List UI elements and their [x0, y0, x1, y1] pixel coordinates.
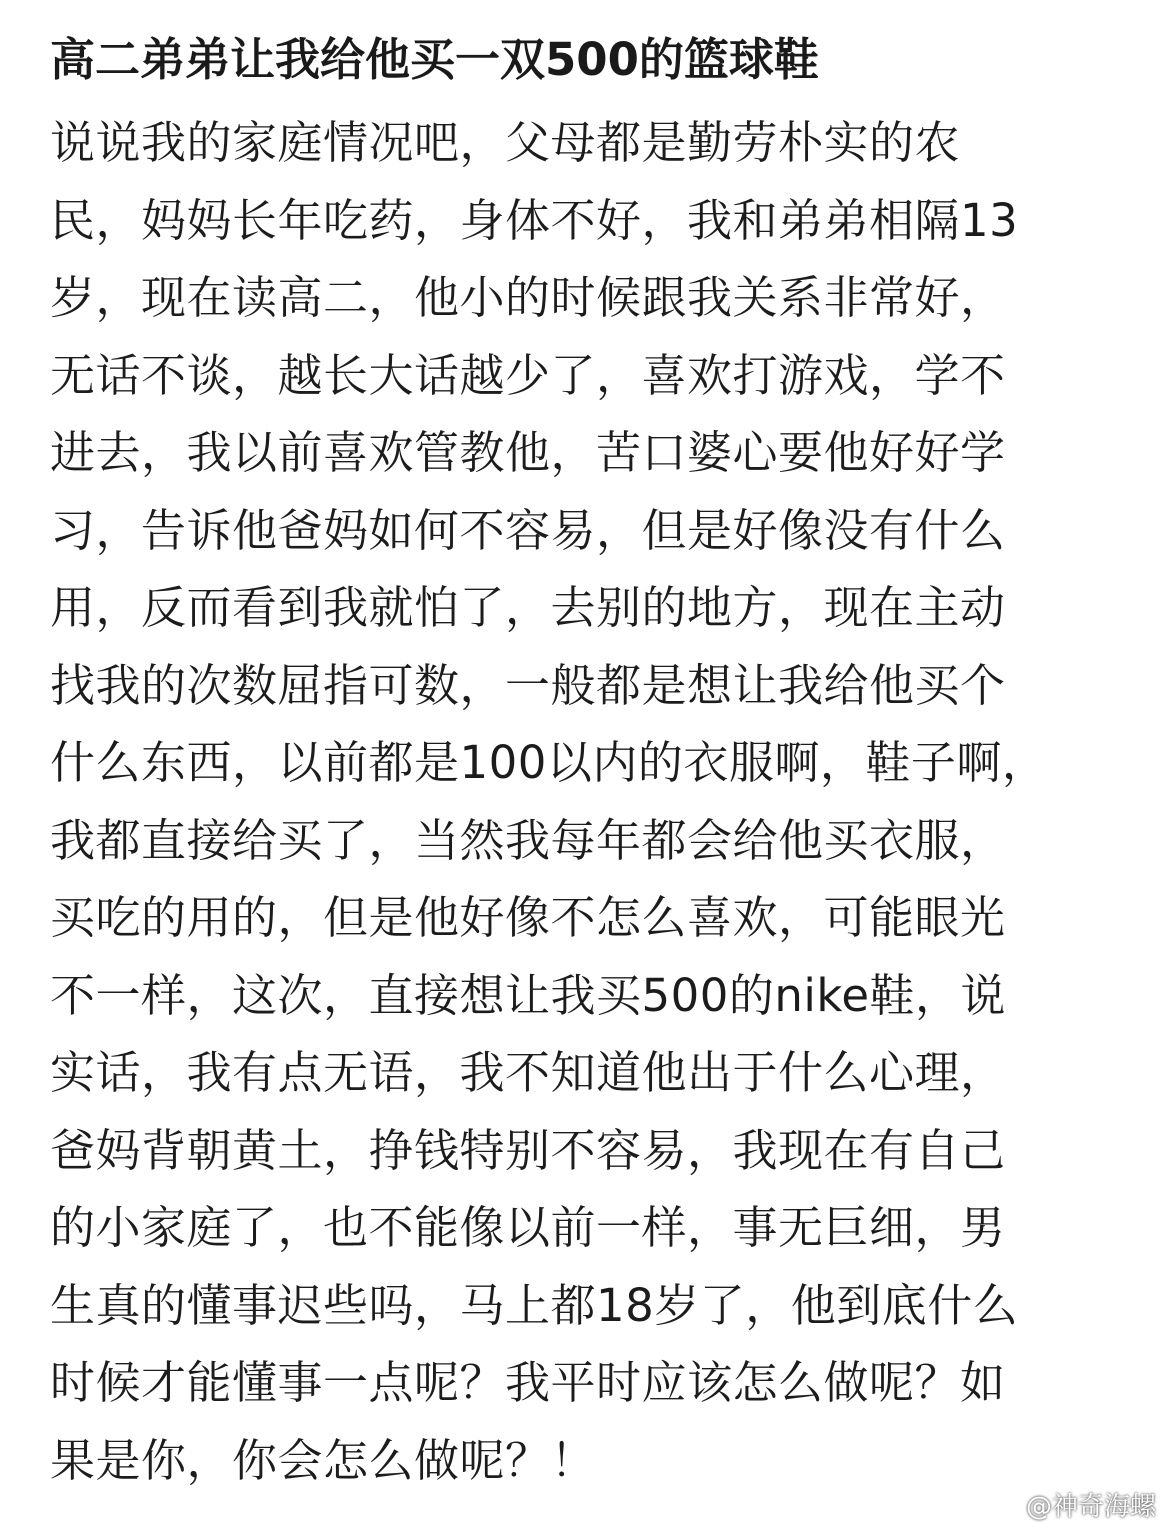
body-line: 爸妈背朝黄土，挣钱特别不容易，我现在有自己: [50, 1123, 1006, 1177]
body-line: 我都直接给买了，当然我每年都会给他买衣服，: [50, 813, 1006, 867]
body-line: 买吃的用的，但是他好像不怎么喜欢，可能眼光: [50, 891, 1006, 944]
body-line: 进去，我以前喜欢管教他，苦口婆心要他好好学: [50, 426, 1006, 479]
body-line: 习，告诉他爸妈如何不容易，但是好像没有什么: [50, 503, 1006, 557]
post: [50, 0, 1130, 1499]
weibo-icon: [980, 1485, 1020, 1524]
post-title: 高二弟弟让我给他买一双500的篮球鞋: [50, 33, 819, 86]
body-line: 说说我的家庭情况吧，父母都是勤劳朴实的农: [50, 116, 961, 169]
post-body: [50, 104, 1130, 1499]
body-line: 生真的懂事迟些吗，马上都18岁了，他到底什么: [50, 1278, 1019, 1332]
body-line: 什么东西，以前都是100以内的衣服啊，鞋子啊，: [50, 736, 1048, 789]
body-line: 时候才能懂事一点呢？我平时应该怎么做呢？如: [50, 1356, 1006, 1409]
body-line: 找我的次数屈指可数，一般都是想让我给他买个: [50, 658, 1006, 712]
watermark-text: @神奇海螺: [1025, 1492, 1156, 1522]
body-line: 果是你，你会怎么做呢？！: [50, 1433, 597, 1487]
body-line: 的小家庭了，也不能像以前一样，事无巨细，男: [50, 1201, 1006, 1254]
body-line: 用，反而看到我就怕了，去别的地方，现在主动: [50, 581, 1006, 634]
body-line: 不一样，这次，直接想让我买500的nike鞋，说: [50, 968, 1007, 1022]
body-line: 实话，我有点无语，我不知道他出于什么心理，: [50, 1046, 1006, 1099]
body-line: 岁，现在读高二，他小的时候跟我关系非常好，: [50, 271, 1006, 324]
watermark: [980, 1485, 1156, 1524]
body-line: 民，妈妈长年吃药，身体不好，我和弟弟相隔13: [50, 193, 1019, 247]
body-line: 无话不谈，越长大话越少了，喜欢打游戏，学不: [50, 348, 1006, 402]
